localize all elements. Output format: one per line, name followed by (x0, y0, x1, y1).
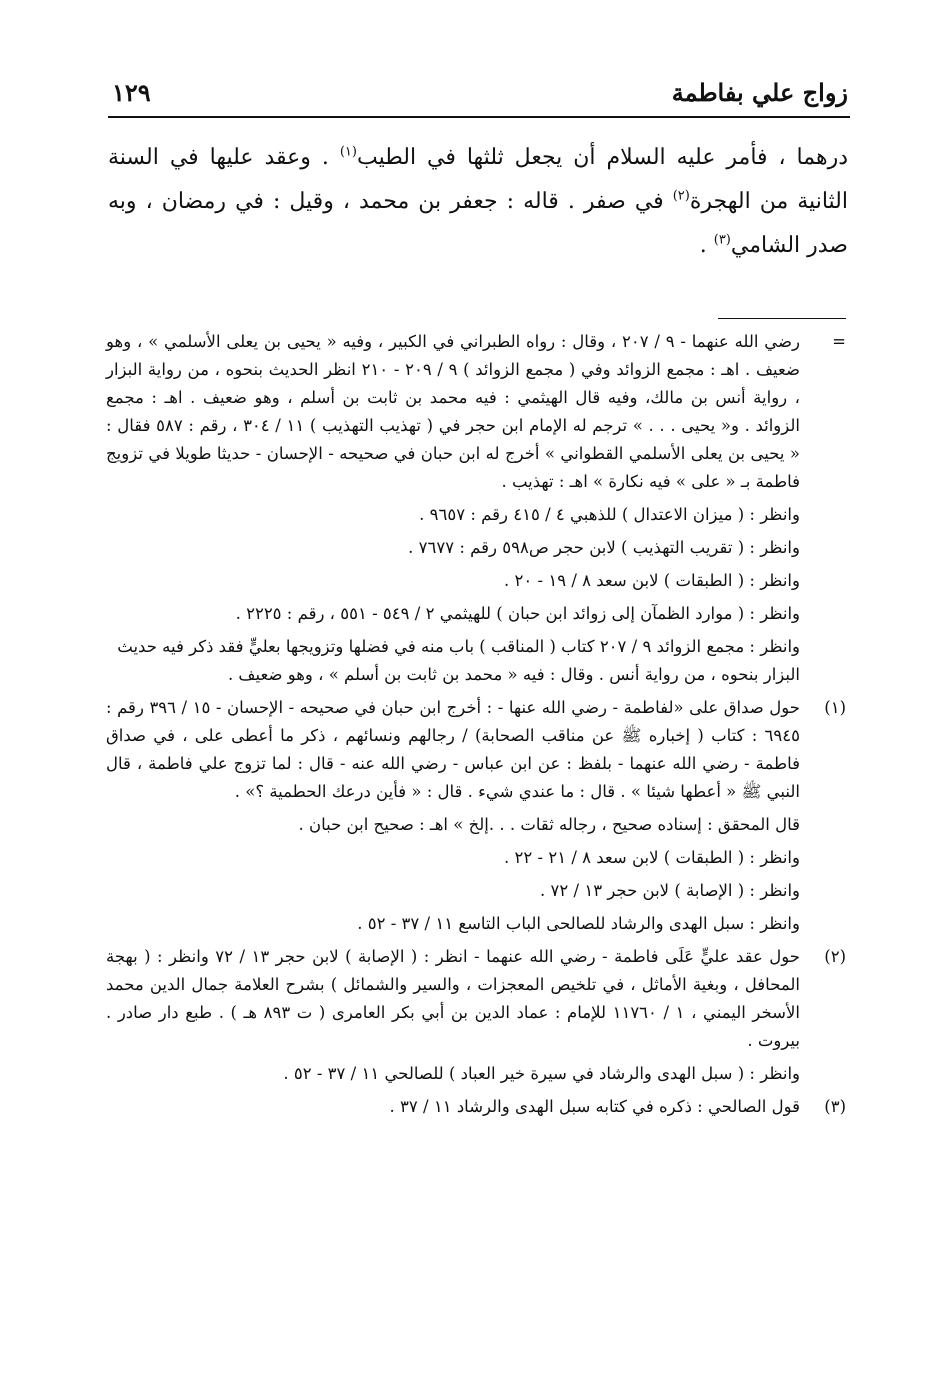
reference-line: قال المحقق : إسناده صحيح ، رجاله ثقات . . .إلخ » اهـ : صحيح ابن حبان . (298, 815, 800, 834)
chapter-title: زواج علي بفاطمة (671, 78, 848, 107)
main-text-part-3: في صفر . قاله : جعفر بن محمد ، وقيل : في رمضان ، وبه صدر الشامي (108, 189, 848, 258)
footnote-text: قول الصالحي : ذكره في كتابه سبل الهدى والرشاد ١١ / ٣٧ . (389, 1097, 800, 1116)
main-paragraph (108, 136, 848, 268)
footnote-text: حول عقد عليٍّ عَلَى فاطمة - رضي الله عنهما - انظر : ( الإصابة ) لابن حجر ١٣ / ٧٢ وانظر : ( بهجة المحافل ، وبغية الأماثل ، في تلخيص المعجزات ، والسير والشمائل ) بشرح العلامة جمال الدين محمد الأسخر اليمني ، ١ / ١١٧٦٠ للإمام : عماد الدين بن أبي بكر العامرى ( ت ٨٩٣ هـ ) . طبع دار صادر . بيروت . (106, 947, 800, 1050)
footnote-text: حول صداق على «لفاطمة - رضي الله عنها - : أخرج ابن حبان في صحيحه - الإحسان - ١٥ / ٣٩٦ رقم : ٦٩٤٥ : كتاب ( إخباره ﷺ عن مناقب الصحابة) / رجالهم ونسائهم ، ذكر ما أعطى على ، في صداق فاطمة - رضي الله عنهما - بلفظ : عن ابن عباس - رضي الله عنه - قال : لما تزوج علي فاطمة ، قال النبي ﷺ « أعطها شيئا » . قال : ما عندي شيء . قال : « فأين درعك الحطمية ؟» . (106, 698, 800, 801)
footnote-ref-1: (١) (339, 144, 357, 160)
page-number: ١٢٩ (112, 78, 151, 107)
footnote-ref-3: (٣) (713, 232, 731, 248)
footnote-2 (106, 943, 846, 1055)
footnote-ref-2: (٢) (672, 188, 690, 204)
reference-line: وانظر : ( تقريب التهذيب ) لابن حجر ص٥٩٨ رقم : ٧٦٧٧ . (408, 538, 800, 557)
footnote-text: رضي الله عنهما - ٩ / ٢٠٧ ، وقال : رواه الطبراني في الكبير ، وفيه « يحيى بن يعلى الأسلمي » ، وهو ضعيف . اهـ : مجمع الزوائد وفي ( مجمع الزوائد ) ٩ / ٢٠٩ - ٢١٠ انظر الحديث بنحوه ، من رواية البزار ، رواية أنس بن مالك، وفيه قال الهيثمي : فيه محمد بن ثابت بن أسلم ، وهو ضعيف . اهـ : مجمع الزوائد . و« يحيى . . . » ترجم له الإمام ابن حجر في ( تهذيب التهذيب ) ١١ / ٣٠٤ ، رقم : ٥٨٧ فقال : « يحيى بن يعلى الأسلمي القطواني » أخرج له ابن حبان في صحيحه - الإحسان - حديثا طويلا في تزويج فاطمة بـ « على » فيه نكارة » اهـ : تهذيب . (106, 332, 801, 491)
continuation-marker: = (832, 332, 846, 351)
reference-line: وانظر : ( موارد الظمآن إلى زوائد ابن حبان ) للهيثمي ٢ / ٥٤٩ - ٥٥١ ، رقم : ٢٢٢٥ . (235, 604, 800, 623)
main-text-part-2: . وعقد عليها في السنة الثانية من الهجرة (108, 145, 848, 214)
reference-line: وانظر : ( الطبقات ) لابن سعد ٨ / ١٩ - ٢٠ . (504, 571, 800, 590)
footnote-marker: (١) (824, 698, 846, 717)
reference-line: وانظر : مجمع الزوائد ٩ / ٢٠٧ كتاب ( المناقب ) باب منه في فضلها وتزويجها بعليٍّ فقد ذكر فيه حديث البزار بنحوه ، من رواية أنس . وقال : فيه « محمد بن ثابت بن أسلم » ، وهو ضعيف . (117, 637, 800, 684)
running-header (112, 78, 848, 112)
main-text-part-4: . (699, 233, 714, 258)
footnote-1 (106, 694, 846, 806)
reference-line: وانظر : ( ميزان الاعتدال ) للذهبي ٤ / ٤١٥ رقم : ٩٦٥٧ . (419, 505, 800, 524)
reference-line: وانظر : ( الطبقات ) لابن سعد ٨ / ٢١ - ٢٢ . (504, 848, 800, 867)
footnotes (106, 328, 846, 1126)
main-text (108, 136, 848, 268)
footnote-continued (106, 328, 846, 496)
reference-line: وانظر : ( سبل الهدى والرشاد في سيرة خير العباد ) للصالحي ١١ / ٣٧ - ٥٢ . (283, 1064, 800, 1083)
footnote-separator (718, 318, 846, 319)
footnote-3 (106, 1093, 846, 1121)
footnote-marker: (٣) (824, 1097, 846, 1116)
footnote-marker: (٢) (824, 947, 846, 966)
header-rule (108, 116, 850, 118)
main-text-part-1: درهما ، فأمر عليه السلام أن يجعل ثلثها في الطيب (356, 145, 848, 170)
reference-line: وانظر : سبل الهدى والرشاد للصالحى الباب التاسع ١١ / ٣٧ - ٥٢ . (357, 914, 800, 933)
reference-line: وانظر : ( الإصابة ) لابن حجر ١٣ / ٧٢ . (540, 881, 800, 900)
